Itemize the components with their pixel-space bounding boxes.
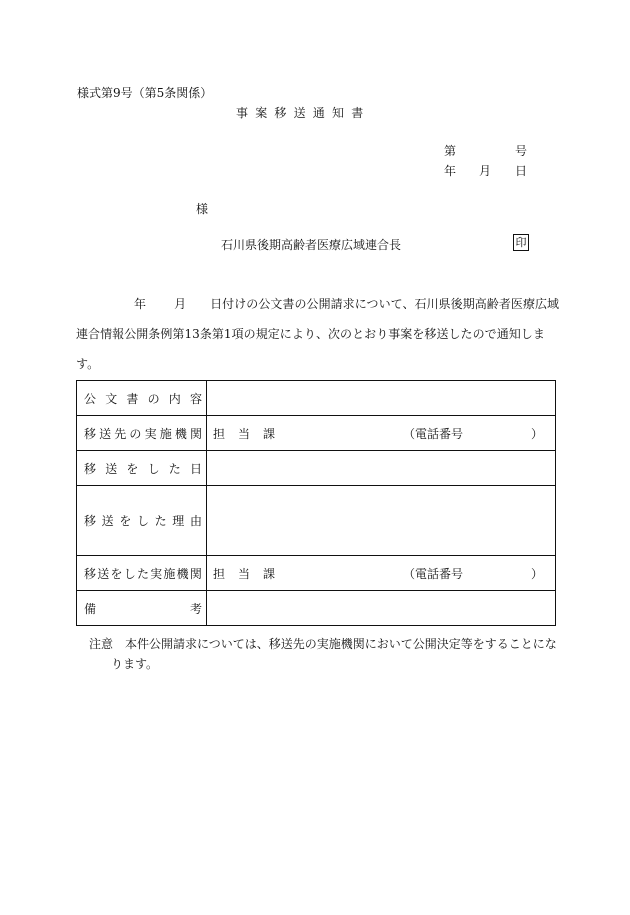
spread-label xyxy=(84,565,202,582)
sender-name: 石川県後期高齢者医療広域連合長 xyxy=(221,238,402,252)
label-char: 送 xyxy=(101,514,114,528)
phone-open-label: （電話番号 xyxy=(403,566,464,581)
label-char: 関 xyxy=(189,566,202,581)
label-char: 移 xyxy=(84,566,97,581)
label-char: 施 xyxy=(159,426,172,441)
label-char: 日 xyxy=(189,461,202,476)
date-day-label: 日 xyxy=(515,164,528,178)
label-char: 実 xyxy=(150,566,163,581)
label-char: 書 xyxy=(126,391,139,406)
field-destination-agency[interactable] xyxy=(207,416,556,451)
recipient-honorific: 様 xyxy=(196,202,209,216)
label-char: 文 xyxy=(105,391,118,406)
label-char: 施 xyxy=(163,566,176,581)
row-label-remarks xyxy=(77,591,207,626)
field-document-content[interactable] xyxy=(207,381,556,416)
label-char: 担 xyxy=(213,426,226,441)
body-text: 日付けの公文書の公開請求について、石川県後期高齢者医療広域連合情報公開条例第13条第1項の規定により、次のとおり事案を移送したので通知します。 xyxy=(76,297,560,371)
label-char: 担 xyxy=(213,566,226,581)
body-year-label: 年 xyxy=(134,297,147,311)
body-month-label: 月 xyxy=(174,297,187,311)
note-line-2: ります。 xyxy=(111,657,159,671)
spread-label xyxy=(84,512,202,529)
label-char: し xyxy=(147,461,160,476)
field-transfer-date[interactable] xyxy=(207,451,556,486)
label-char: 考 xyxy=(189,601,202,616)
table-row xyxy=(77,486,556,556)
label-char: 送 xyxy=(97,566,110,581)
label-char: 機 xyxy=(174,426,187,441)
phone-close-label: ） xyxy=(531,566,544,581)
contact-line xyxy=(213,565,549,582)
contact-label xyxy=(213,425,275,442)
label-char: 移 xyxy=(84,461,97,476)
field-remarks[interactable] xyxy=(207,591,556,626)
document-number-suffix: 号 xyxy=(515,144,528,158)
label-char: 内 xyxy=(168,391,181,406)
form-number: 様式第9号（第5条関係） xyxy=(77,86,213,100)
note-line-1: 注意 本件公開請求については、移送先の実施機関において公開決定等をすることにな xyxy=(89,637,557,651)
phone-close-label: ） xyxy=(531,426,544,441)
label-char: 移 xyxy=(84,426,97,441)
table-row xyxy=(77,381,556,416)
note xyxy=(89,634,559,674)
document-number-prefix: 第 xyxy=(444,144,457,158)
row-label-destination-agency xyxy=(77,416,207,451)
label-char: 課 xyxy=(262,566,275,581)
spread-label xyxy=(84,460,202,477)
contact-line xyxy=(213,425,549,442)
spread-label xyxy=(84,390,202,407)
label-char: 由 xyxy=(189,514,202,528)
label-char: 当 xyxy=(237,566,250,581)
date-year-label: 年 xyxy=(444,164,457,178)
label-char: た xyxy=(136,566,149,581)
table-row xyxy=(77,416,556,451)
label-char: 移 xyxy=(84,514,97,528)
label-char: を xyxy=(110,566,123,581)
label-char: 実 xyxy=(144,426,157,441)
row-label-transfer-reason xyxy=(77,486,207,556)
label-char: の xyxy=(147,391,160,406)
label-char: 送 xyxy=(105,461,118,476)
field-transfer-reason[interactable] xyxy=(207,486,556,556)
row-label-transferring-agency xyxy=(77,556,207,591)
label-char: 備 xyxy=(84,601,97,616)
contact-label xyxy=(213,565,275,582)
row-label-transfer-date xyxy=(77,451,207,486)
label-char: た xyxy=(168,461,181,476)
label-char: を xyxy=(126,461,139,476)
phone-open-label: （電話番号 xyxy=(403,426,464,441)
field-transferring-agency[interactable] xyxy=(207,556,556,591)
issue-date xyxy=(444,162,527,179)
label-char: の xyxy=(129,426,142,441)
notice-body xyxy=(76,289,560,379)
document-title: 事案移送通知書 xyxy=(236,106,371,120)
label-char: 機 xyxy=(176,566,189,581)
seal-mark: 印 xyxy=(513,234,529,251)
label-char: 関 xyxy=(189,426,202,441)
label-char: 理 xyxy=(172,514,185,528)
label-char: 容 xyxy=(189,391,202,406)
date-month-label: 月 xyxy=(479,164,492,178)
label-char: 先 xyxy=(114,426,127,441)
spread-label xyxy=(84,425,202,442)
table-row xyxy=(77,556,556,591)
notice-table xyxy=(76,380,556,626)
spread-label xyxy=(84,600,202,617)
table-row xyxy=(77,591,556,626)
row-label-document-content xyxy=(77,381,207,416)
label-char: た xyxy=(154,514,167,528)
label-char: 当 xyxy=(237,426,250,441)
label-char: を xyxy=(119,514,132,528)
label-char: し xyxy=(123,566,136,581)
label-char: し xyxy=(136,514,149,528)
table-row xyxy=(77,451,556,486)
label-char: 公 xyxy=(84,391,97,406)
label-char: 課 xyxy=(262,426,275,441)
label-char: 送 xyxy=(99,426,112,441)
